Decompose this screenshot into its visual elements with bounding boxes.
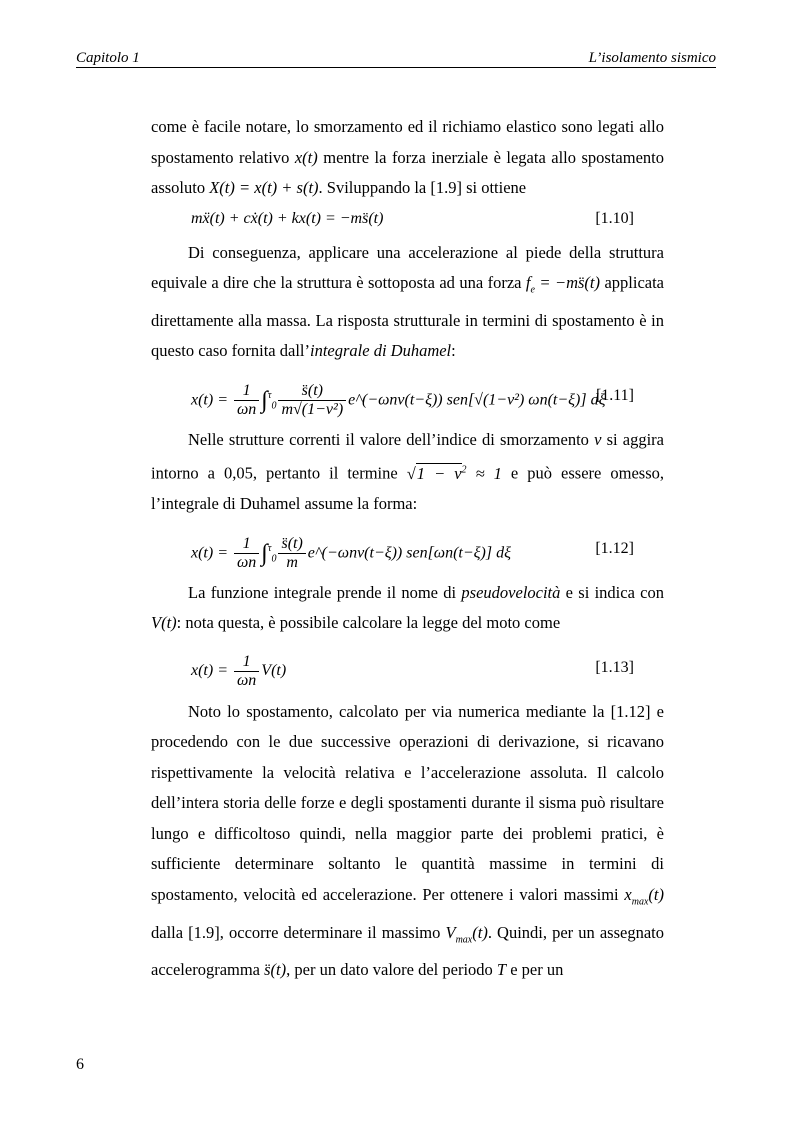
denominator: ωn	[237, 671, 257, 689]
eq-lhs: x(t) =	[191, 661, 232, 679]
eq-tail: V(t)	[261, 661, 287, 679]
equation-1-11	[151, 367, 664, 425]
text: dalla [1.9], occorre determinare il massimo	[151, 922, 446, 942]
text: mentre la forza inerziale è legata allo spostamento assoluto	[151, 147, 664, 197]
sqrt-argument: 1 − ν	[416, 463, 462, 483]
equation-number: [1.13]	[595, 658, 634, 676]
text: :	[451, 341, 456, 361]
equation-1-12	[151, 520, 664, 578]
math-symbol: = −ms̈(t)	[534, 273, 601, 292]
text: Di conseguenza, applicare una accelerazione al piede della struttura equivale a dire che la struttura è sottoposta ad una forza	[151, 242, 664, 292]
denominator: m	[286, 553, 298, 571]
math-inline: T	[496, 960, 507, 980]
equation-1-13	[151, 639, 664, 697]
eq-lhs: x(t) =	[191, 544, 232, 562]
denominator: ωn	[237, 400, 257, 418]
text: e si indica con	[560, 582, 665, 602]
page-body	[151, 112, 664, 986]
integral-sign: ∫	[261, 387, 268, 414]
eq-tail: e^(−ωnν(t−ξ)) sen[ωn(t−ξ)] dξ	[307, 544, 511, 562]
text: come è facile notare, lo smorzamento ed il richiamo elastico sono legati allo spostamento relativo	[151, 117, 664, 167]
text: Nelle strutture correnti il valore dell’indice di smorzamento	[188, 429, 595, 449]
integral-upper-limit: τ	[267, 542, 272, 554]
numerator: 1	[234, 535, 259, 554]
eq-tail: e^(−ωnν(t−ξ)) sen[√(1−ν²) ωn(t−ξ)] dξ	[348, 391, 606, 409]
denominator: m√(1−ν²)	[281, 400, 344, 418]
fraction	[234, 653, 259, 690]
math-symbol: (t)	[472, 922, 488, 942]
math-inline	[525, 273, 601, 296]
equation-number: [1.12]	[595, 539, 634, 557]
math-inline	[624, 884, 664, 908]
fraction	[278, 382, 346, 419]
text: e per un	[506, 960, 564, 980]
fraction	[234, 535, 259, 572]
equation-number: [1.10]	[595, 209, 634, 227]
italic-term: pseudovelocità	[461, 582, 561, 602]
italic-term: integrale di Duhamel	[310, 341, 452, 361]
text: si aggira intorno a 0,05, pertanto il termine	[151, 429, 664, 483]
integral-lower-limit: 0	[271, 400, 277, 412]
math-inline: V(t)	[151, 613, 177, 633]
text: . Sviluppando la [1.9] si ottiene	[318, 178, 527, 197]
equation-1-10	[151, 204, 664, 238]
math-inline: ν	[594, 429, 602, 449]
integral-lower-limit: 0	[271, 553, 277, 565]
header-rule	[76, 67, 716, 68]
math-inline: $√1 - \nu^2 \approx 1$	[406, 463, 502, 483]
text: , per un dato valore del periodo	[286, 960, 497, 980]
fraction	[234, 382, 259, 419]
numerator: s̈(t)	[278, 535, 305, 554]
integral-upper-limit: τ	[267, 389, 272, 401]
math-subscript: max	[455, 933, 473, 945]
equation-body	[191, 381, 605, 422]
math-symbol: f	[525, 273, 531, 292]
numerator: 1	[234, 653, 259, 672]
text: Noto lo spostamento, calcolato per via numerica mediante la [1.12] e procedendo con le due successive operazioni di derivazione, si ricavano rispettivamente la velocità relativa e l’accelerazione assoluta. Il calcolo dell’intera storia delle forze e degli spostamenti durante il sisma può risultare lungo e difficoltoso quindi, nella maggior parte dei problemi pratici, è sufficiente determinare soltanto le quantità massime in termini di spostamento, velocità ed accelerazione. Per ottenere i valori massimi	[151, 701, 664, 904]
denominator: ωn	[237, 553, 257, 571]
paragraph-1	[151, 112, 664, 204]
text: applicata direttamente alla massa. La risposta strutturale in termini di spostamento è in questo caso fornita dall’	[151, 273, 664, 361]
text: . Quindi, per un assegnato accelerogramma	[151, 922, 664, 980]
eq-lhs: x(t) =	[191, 391, 232, 409]
integral-sign: ∫	[261, 540, 268, 567]
math-subscript: e	[530, 284, 535, 296]
paragraph-2	[151, 238, 664, 367]
math-symbol: x	[624, 884, 632, 904]
equation-number: [1.11]	[595, 386, 634, 404]
header-section-title: L’isolamento sismico	[588, 50, 716, 66]
math-symbol: ≈ 1	[466, 463, 502, 483]
text: La funzione integrale prende il nome di	[188, 582, 462, 602]
numerator: s̈(t)	[278, 382, 346, 401]
equation-body	[191, 534, 511, 575]
math-inline: x(t)	[294, 147, 318, 167]
paragraph-5	[151, 697, 664, 986]
math-inline: s̈(t)	[264, 960, 287, 980]
text: e può essere omesso, l’integrale di Duhamel assume la forma:	[151, 463, 664, 514]
equation-body	[191, 653, 286, 690]
header-chapter: Capitolo 1	[76, 50, 140, 66]
math-inline	[445, 922, 488, 945]
math-inline: X(t) = x(t) + s(t)	[209, 178, 319, 197]
math-symbol: (t)	[648, 884, 664, 904]
equation-body: mẍ(t) + cẋ(t) + kx(t) = −ms̈(t)	[191, 209, 384, 227]
page-number: 6	[76, 1056, 84, 1073]
paragraph-4	[151, 578, 664, 639]
numerator: 1	[234, 382, 259, 401]
text: : nota questa, è possibile calcolare la legge del moto come	[176, 613, 561, 633]
math-symbol: V	[445, 922, 456, 942]
paragraph-3	[151, 425, 664, 520]
math-subscript: max	[631, 896, 649, 908]
fraction	[278, 535, 305, 572]
